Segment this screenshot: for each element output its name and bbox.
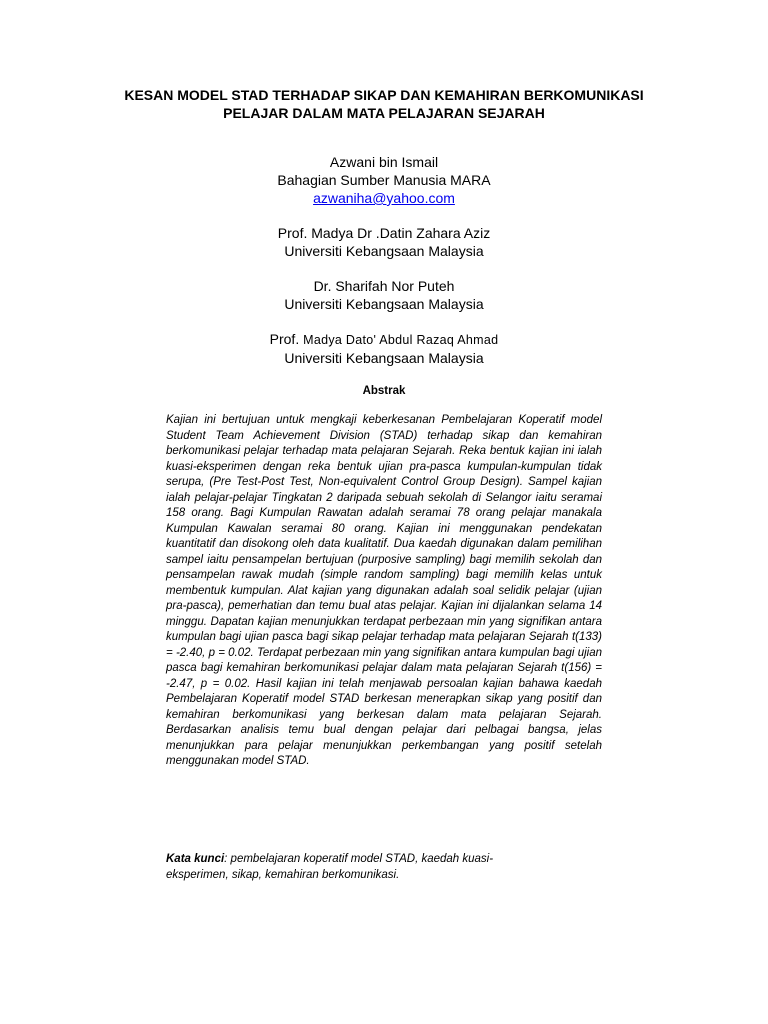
author-affiliation: Universiti Kebangsaan Malaysia xyxy=(284,243,484,259)
author-name-prefix: Prof. xyxy=(269,331,300,347)
paper-title-line-1: KESAN MODEL STAD TERHADAP SIKAP DAN KEMAHIRAN BERKOMUNIKASI xyxy=(124,87,644,103)
author-affiliation: Bahagian Sumber Manusia MARA xyxy=(277,172,491,188)
author-name: Prof. Madya Dr .Datin Zahara Aziz xyxy=(277,225,491,241)
author-name: Dr. Sharifah Nor Puteh xyxy=(313,278,455,294)
author-email-link[interactable]: azwaniha@yahoo.com xyxy=(313,190,455,206)
author-list xyxy=(140,153,628,384)
keywords-paragraph xyxy=(166,851,546,883)
author-block-4 xyxy=(140,330,628,367)
paper-title-line-2: PELAJAR DALAM MATA PELAJARAN SEJARAH xyxy=(223,105,545,121)
author-name-rest: Madya Dato' Abdul Razaq Ahmad xyxy=(303,333,499,347)
keywords-label: Kata kunci xyxy=(166,853,225,865)
abstract-heading: Abstrak xyxy=(362,385,406,397)
author-name: Azwani bin Ismail xyxy=(329,154,439,170)
author-affiliation: Universiti Kebangsaan Malaysia xyxy=(284,296,484,312)
abstract-body: Kajian ini bertujuan untuk mengkaji keberkesanan Pembelajaran Koperatif model Student Team Achievement Division (STAD) terhadap sikap dan kemahiran berkomunikasi pelajar terhadap mata pelajaran Sejarah. Reka bentuk kajian ini ialah kuasi-eksperimen dengan reka bentuk ujian pra-pasca kumpulan-kumpulan tidak serupa, (Pre Test-Post Test, Non-equivalent Control Group Design). Sampel kajian ialah pelajar-pelajar Tingkatan 2 daripada sebuah sekolah di Selangor iaitu seramai 158 orang. Bagi Kumpulan Rawatan adalah seramai 78 orang pelajar manakala Kumpulan Kawalan seramai 80 orang. Kajian ini menggunakan pendekatan kuantitatif dan disokong oleh data kualitatif. Dua kaedah digunakan dalam pemilihan sampel iaitu pensampelan bertujuan (purposive sampling) bagi memilih sekolah dan pensampelan rawak mudah (simple random sampling) bagi memilih kelas untuk membentuk kumpulan. Alat kajian yang digunakan adalah soal selidik pelajar (ujian pra-pasca), pemerhatian dan temu bual atas pelajar. Kajian ini dijalankan selama 14 minggu. Dapatan kajian menunjukkan terdapat perbezaan min yang signifikan antara kumpulan bagi ujian pasca bagi sikap pelajar terhadap mata pelajaran Sejarah t(133) = -2.40, p = 0.02. Terdapat perbezaan min yang signifikan antara kumpulan bagi ujian pasca bagi kemahiran berkomunikasi pelajar dalam mata pelajaran Sejarah t(156) = -2.47, p = 0.02. Hasil kajian ini telah menjawab persoalan kajian bahawa kaedah Pembelajaran Koperatif model STAD berkesan menerapkan sikap yang positif dan kemahiran berkomunikasi yang berkesan dalam mata pelajaran Sejarah. Berdasarkan analisis temu bual dengan pelajar dari pelbagai bangsa, jelas menunjukkan para pelajar menunjukkan perkembangan yang positif setelah menggunakan model STAD. xyxy=(166,414,602,767)
author-block-2 xyxy=(140,224,628,260)
author-block-3 xyxy=(140,277,628,313)
author-block-1 xyxy=(140,153,628,207)
paper-title xyxy=(60,86,708,122)
author-affiliation: Universiti Kebangsaan Malaysia xyxy=(284,350,484,366)
keywords-text: : pembelajaran koperatif model STAD, kaedah kuasi-eksperimen, sikap, kemahiran berkomunikasi. xyxy=(166,853,494,881)
author-name xyxy=(140,330,628,349)
